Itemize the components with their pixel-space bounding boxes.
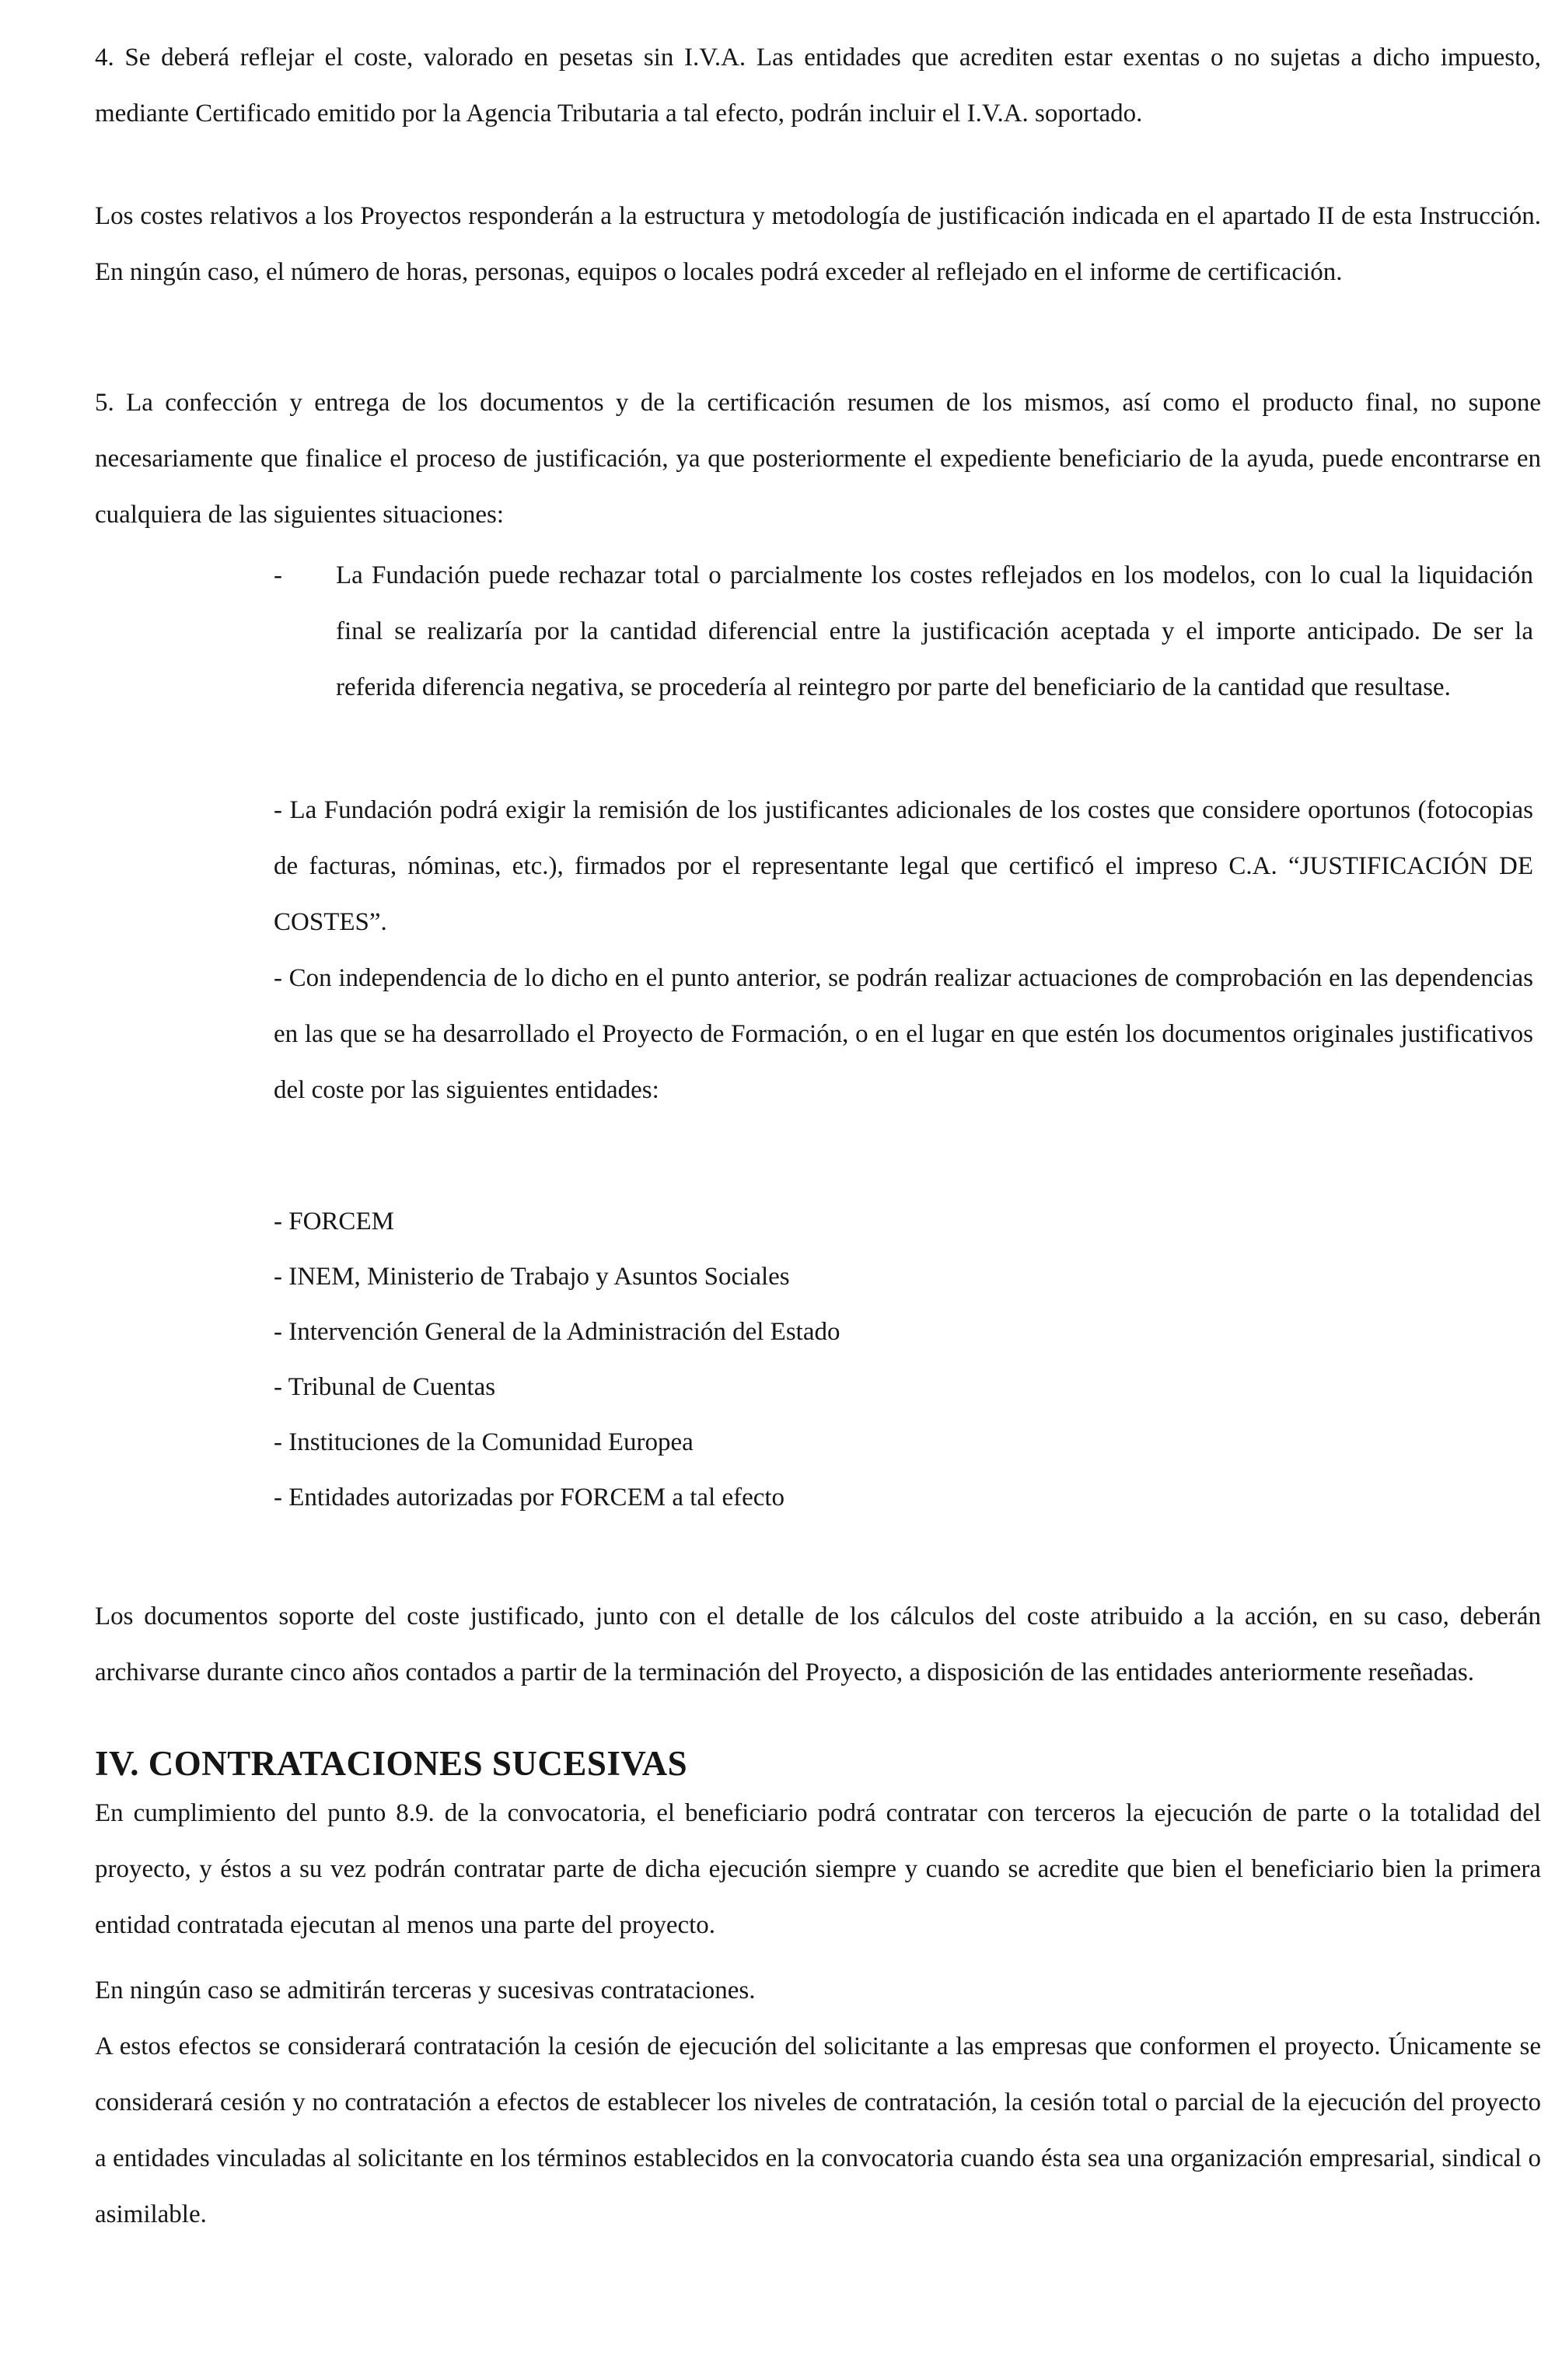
list-item: - Intervención General de la Administración del Estado — [274, 1318, 840, 1346]
paragraph-4b: Los costes relativos a los Proyectos responderán a la estructura y metodología de justificación indicada en el apartado II de esta Instrucción. En ningún caso, el número de horas, personas, equipos o locales podrá exceder al reflejado en el informe de certificación. — [95, 202, 1541, 286]
list-item: - Tribunal de Cuentas — [274, 1373, 496, 1401]
list-item: - Entidades autorizadas por FORCEM a tal efecto — [274, 1484, 785, 1512]
section-heading: IV. CONTRATACIONES SUCESIVAS — [95, 1744, 688, 1783]
bullet-item-2: - La Fundación podrá exigir la remisión de los justificantes adicionales de los costes que considere oportunos (fotocopias de facturas, nóminas, etc.), firmados por el representante legal que certificó el impreso C.A. “JUSTIFICACIÓN DE COSTES”. — [274, 796, 1533, 936]
list-item: - FORCEM — [274, 1207, 394, 1235]
paragraph-4a: 4. Se deberá reflejar el coste, valorado en pesetas sin I.V.A. Las entidades que acrediten estar exentas o no sujetas a dicho impuesto, mediante Certificado emitido por la Agencia Tributaria a tal efecto, podrán incluir el I.V.A. soportado. — [95, 44, 1541, 128]
bullet-item-1 — [274, 547, 1533, 715]
paragraph-5: 5. La confección y entrega de los documentos y de la certificación resumen de los mismos, así como el producto final, no supone necesariamente que finalice el proceso de justificación, ya que posteriormente el expediente beneficiario de la ayuda, puede encontrarse en cualquiera de las siguientes situaciones: — [95, 389, 1541, 529]
paragraph-archive: Los documentos soporte del coste justificado, junto con el detalle de los cálculos del coste atribuido a la acción, en su caso, deberán archivarse durante cinco años contados a partir de la terminación del Proyecto, a disposición de las entidades anteriormente reseñadas. — [95, 1602, 1541, 1686]
entities-list — [274, 1194, 840, 1526]
bullet-item-3: - Con independencia de lo dicho en el punto anterior, se podrán realizar actuaciones de comprobación en las dependencias en las que se ha desarrollado el Proyecto de Formación, o en el lugar en que estén los documentos originales justificativos del coste por las siguientes entidades: — [274, 964, 1533, 1104]
section-paragraph-3: A estos efectos se considerará contratación la cesión de ejecución del solicitante a las empresas que conformen el proyecto. Únicamente se considerará cesión y no contratación a efectos de establecer los niveles de contratación, la cesión total o parcial de la ejecución del proyecto a entidades vinculadas al solicitante en los términos establecidos en la convocatoria cuando ésta sea una organización empresarial, sindical o asimilable. — [95, 2032, 1541, 2228]
bullet-dash: - — [274, 561, 282, 589]
section-paragraph-1: En cumplimiento del punto 8.9. de la convocatoria, el beneficiario podrá contratar con terceros la ejecución de parte o la totalidad del proyecto, y éstos a su vez podrán contratar parte de dicha ejecución siempre y cuando se acredite que bien el beneficiario bien la primera entidad contratada ejecutan al menos una parte del proyecto. — [95, 1799, 1541, 1939]
list-item: - Instituciones de la Comunidad Europea — [274, 1428, 694, 1456]
section-paragraph-2: En ningún caso se admitirán terceras y sucesivas contrataciones. — [95, 1976, 756, 2004]
bullet-text: La Fundación puede rechazar total o parcialmente los costes reflejados en los modelos, con lo cual la liquidación final se realizaría por la cantidad diferencial entre la justificación aceptada y el importe anticipado. De ser la referida diferencia negativa, se procedería al reintegro por parte del beneficiario de la cantidad que resultase. — [336, 561, 1533, 701]
list-item: - INEM, Ministerio de Trabajo y Asuntos Sociales — [274, 1263, 790, 1291]
